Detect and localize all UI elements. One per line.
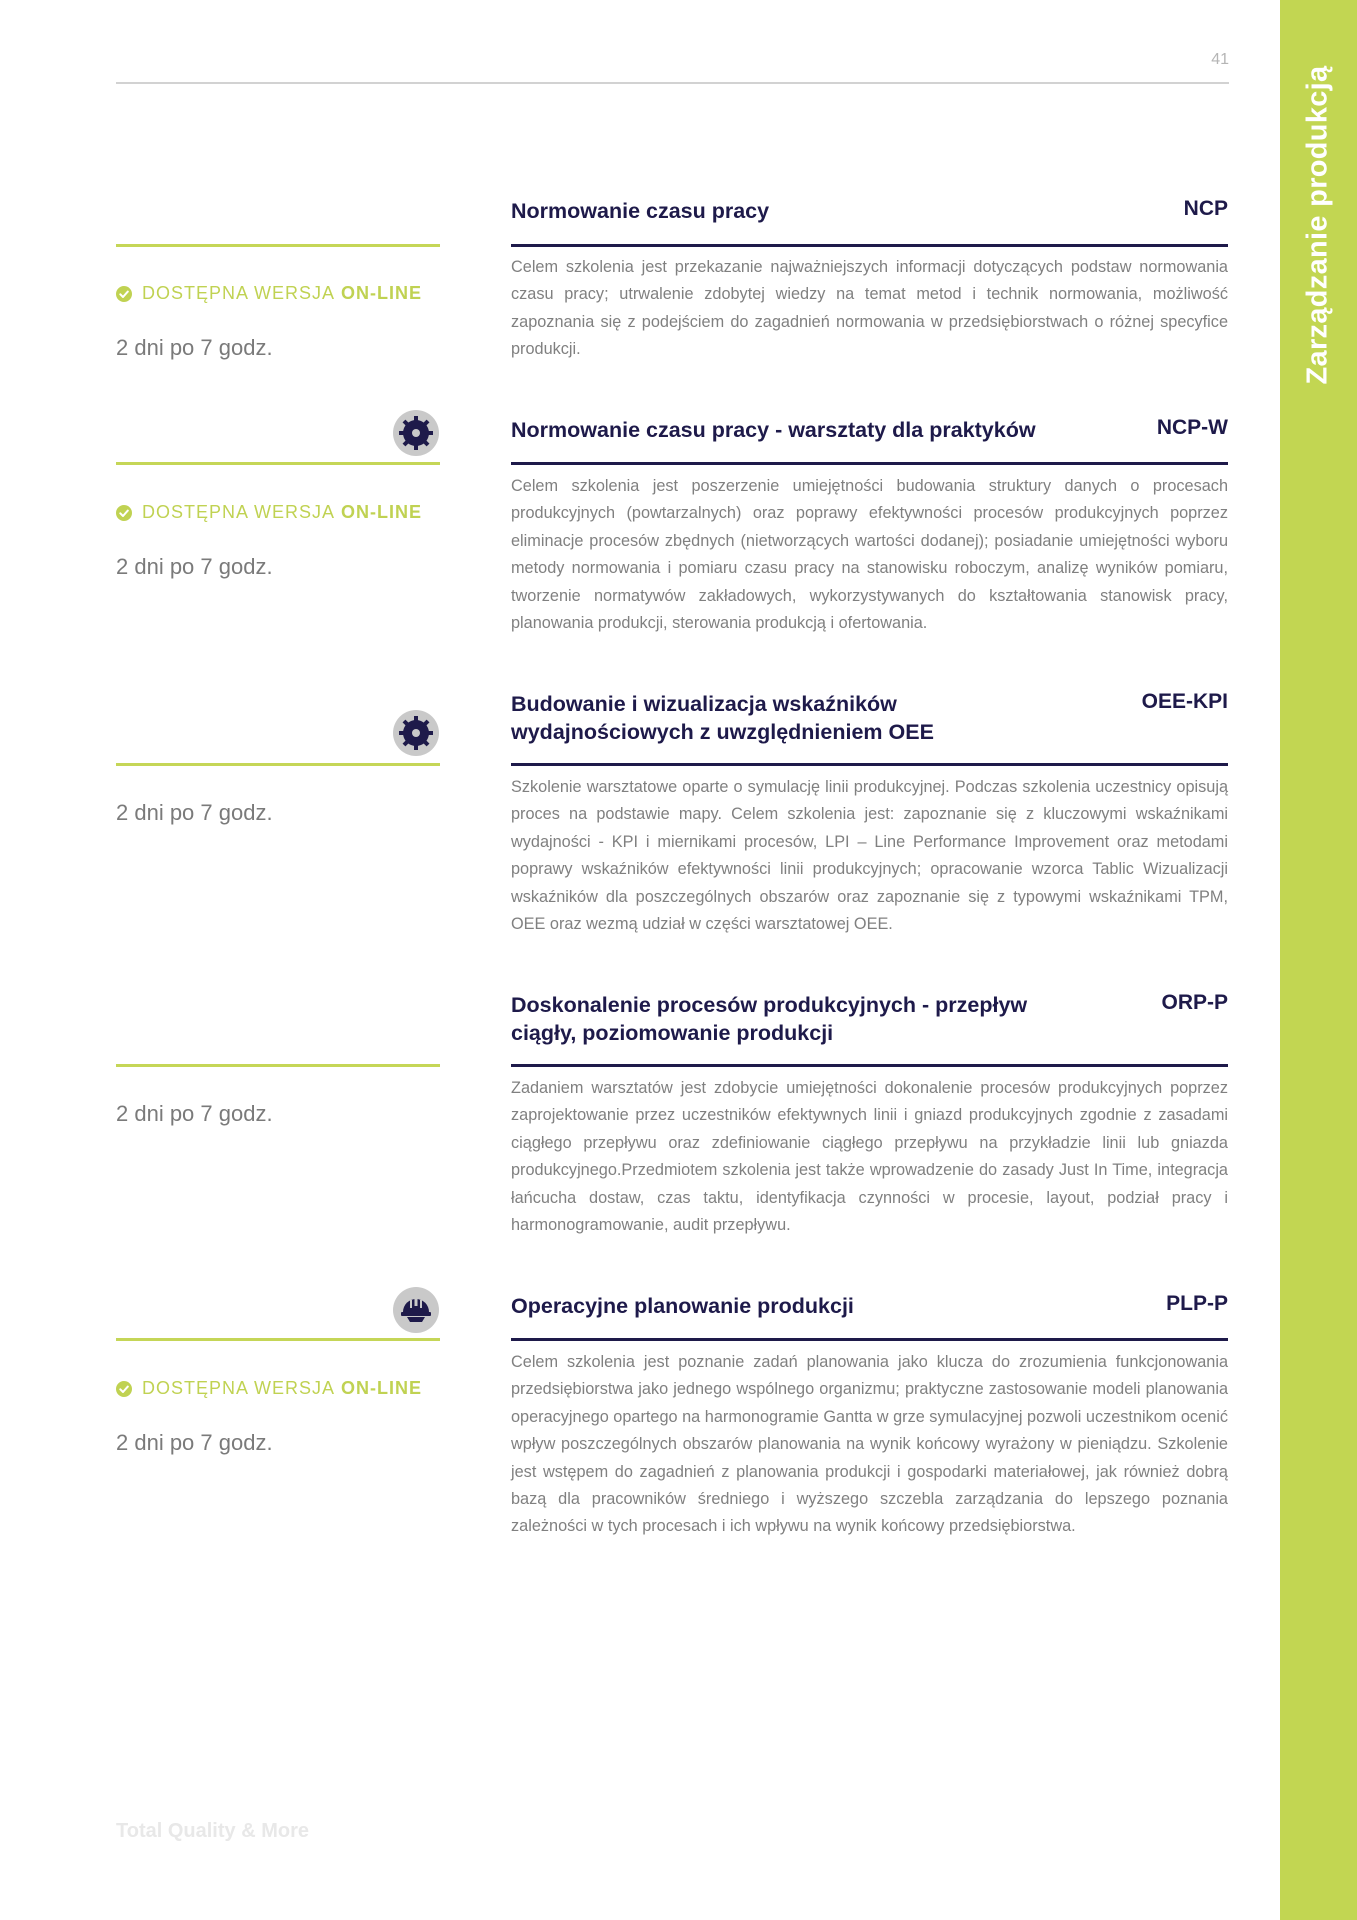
course-title: Budowanie i wizualizacja wskaźników wydajnościowych z uwzględnieniem OEE [511, 692, 934, 744]
right-divider [511, 1338, 1228, 1341]
course-description: Celem szkolenia jest poznanie zadań planowania jako klucza do zrozumienia funkcjonowania przedsiębiorstwa jako jednego wspólnego organizmu; praktyczne zastosowanie modeli planowania operacyjnego opartego na harmonogramie Gantta w grze symulacyjnej pozwoli uczestnikom ocenić wpływ poszczególnych obszarów planowania na wynik końcowy wyrażony w pieniądzu. Szkolenie jest wstępem do zagadnień z planowania produkcji i gospodarki materiałowej, jak również dobrą bazą dla pracowników średniego i wyższego szczebla zarządzania do lepszego poznania zależności w tych procesach i ich wpływu na wynik końcowy przedsiębiorstwa. [511, 1353, 1228, 1536]
online-label-strong: ON-LINE [341, 1378, 423, 1398]
course-code: PLP-P [1166, 1292, 1228, 1315]
course-code: NCP-W [1156, 416, 1228, 439]
course-description: Celem szkolenia jest poszerzenie umiejętności budowania struktury danych o procesach produkcyjnych (powtarzalnych) oraz poprawy efektywności procesów produkcyjnych poprzez eliminacje procesów zbędnych (nietworzących wartości dodanej); posiadanie umiejętności wyboru metody normowania i pomiaru czasu pracy na stanowisku roboczym, analizę wyników pomiaru, tworzenie normatywów zakładowych, wykorzystywanych do kształtowania stanowisk pracy, planowania produkcji, sterowania produkcją i ofertowania. [511, 477, 1228, 633]
online-badge [116, 283, 422, 304]
side-band-title: Zarządzanie produkcją [1301, 65, 1334, 385]
course-description: Zadaniem warsztatów jest zdobycie umiejętności dokonalenie procesów produkcyjnych poprzez zaprojektowanie przez uczestników efektywnych linii i gniazd produkcyjnych zgodnie z zasadami ciągłego przepływu oraz zdefiniowanie ciągłego przepływu na przykładzie linii lub gniazda produkcyjnego.Przedmiotem szkolenia jest także wprowadzenie do zasady Just In Time, integracja łańcucha dostaw, czas taktu, identyfikacja czynności w procesie, layout, podział pracy i harmonogramowanie, audit przepływu. [511, 1079, 1228, 1235]
course-title: Normowanie czasu pracy - warsztaty dla praktyków [511, 418, 1036, 442]
right-divider [511, 244, 1228, 247]
online-badge [116, 502, 422, 523]
course-code: OEE-KPI [1141, 690, 1228, 713]
left-divider [116, 1064, 440, 1067]
footer-brand: Total Quality & More [116, 1820, 309, 1842]
right-divider [511, 763, 1228, 766]
course-title: Operacyjne planowanie produkcji [511, 1294, 854, 1318]
course-duration: 2 dni po 7 godz. [116, 335, 273, 360]
page-number: 41 [1211, 51, 1229, 68]
course-title: Doskonalenie procesów produkcyjnych - przepływ ciągły, poziomowanie produkcji [511, 993, 1028, 1045]
course-duration: 2 dni po 7 godz. [116, 800, 273, 825]
check-circle-icon [116, 505, 132, 521]
course-description: Szkolenie warsztatowe oparte o symulację linii produkcyjnej. Podczas szkolenia uczestnicy opisują proces na podstawie mapy. Celem szkolenia jest: zapoznanie się z kluczowymi wskaźnikami wydajności - KPI i miernikami procesów, LPI – Line Performance Improvement oraz metodami poprawy wskaźników efektywności linii produkcyjnych; opracowanie wzorca Tablic Wizualizacji wskaźników dla poszczególnych obszarów oraz zapoznanie się z typowymi wskaźnikami TPM, OEE oraz wezmą udział w części warsztatowej OEE. [511, 778, 1228, 934]
online-label: DOSTĘPNA WERSJA [142, 283, 336, 303]
online-label-strong: ON-LINE [341, 283, 423, 303]
left-divider [116, 462, 440, 465]
left-divider [116, 763, 440, 766]
online-label-strong: ON-LINE [341, 502, 423, 522]
course-duration: 2 dni po 7 godz. [116, 1101, 273, 1126]
check-circle-icon [116, 1381, 132, 1397]
course-duration: 2 dni po 7 godz. [116, 554, 273, 579]
right-divider [511, 1064, 1228, 1067]
top-divider [116, 82, 1229, 84]
course-description: Celem szkolenia jest przekazanie najważniejszych informacji dotyczących podstaw normowania czasu pracy; utrwalenie zdobytej wiedzy na temat metod i technik normowania, możliwość zapoznania się z podejściem do zagadnień normowania w przedsiębiorstwach o różnej specyfice produkcji. [511, 258, 1228, 359]
gear-badge-icon [392, 709, 440, 757]
left-divider [116, 1338, 440, 1341]
left-divider [116, 244, 440, 247]
check-circle-icon [116, 286, 132, 302]
course-code: NCP [1183, 197, 1228, 220]
helmet-badge-icon [392, 1286, 440, 1334]
online-badge [116, 1378, 422, 1399]
course-duration: 2 dni po 7 godz. [116, 1430, 273, 1455]
gear-badge-icon [392, 409, 440, 457]
course-title: Normowanie czasu pracy [511, 199, 770, 223]
online-label: DOSTĘPNA WERSJA [142, 1378, 336, 1398]
online-label: DOSTĘPNA WERSJA [142, 502, 336, 522]
right-divider [511, 462, 1228, 465]
course-code: ORP-P [1161, 991, 1228, 1014]
